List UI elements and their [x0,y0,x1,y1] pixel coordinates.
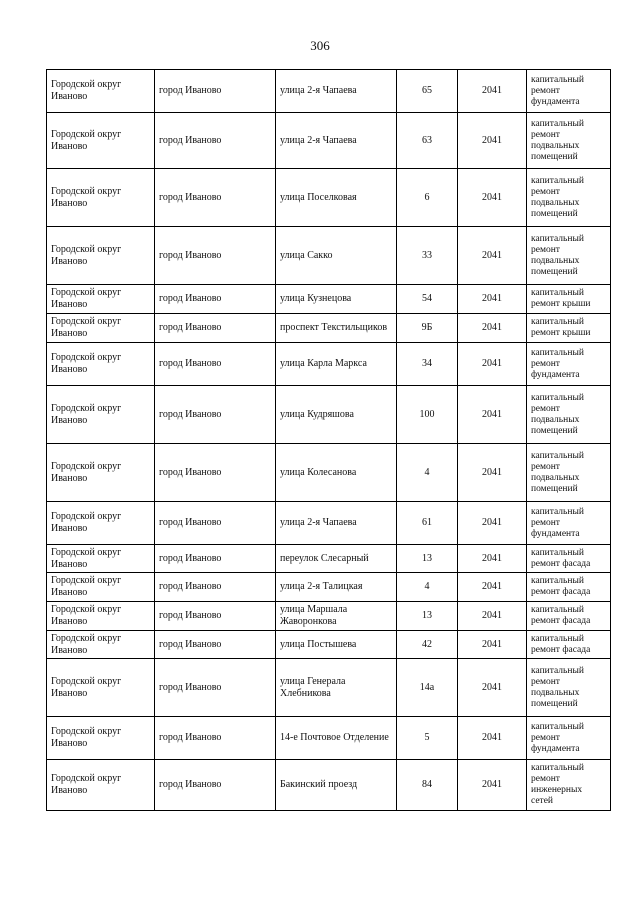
repair-schedule-table [46,69,611,811]
table-row [47,502,611,545]
work-type-cell: капитальный ремонт подвальных помещений [527,659,611,717]
district-cell: Городской округ Иваново [47,386,155,444]
settlement-cell: город Иваново [155,70,276,113]
street-cell: улица Генерала Хлебникова [276,659,397,717]
settlement-cell: город Иваново [155,285,276,314]
table-row [47,113,611,169]
work-type-cell: капитальный ремонт подвальных помещений [527,386,611,444]
table-row [47,717,611,760]
house-number-cell: 34 [397,343,458,386]
settlement-cell: город Иваново [155,545,276,573]
table-row [47,285,611,314]
settlement-cell: город Иваново [155,659,276,717]
house-number-cell: 65 [397,70,458,113]
district-cell: Городской округ Иваново [47,545,155,573]
district-cell: Городской округ Иваново [47,113,155,169]
house-number-cell: 33 [397,227,458,285]
house-number-cell: 42 [397,631,458,659]
table-row [47,760,611,811]
year-cell: 2041 [458,70,527,113]
district-cell: Городской округ Иваново [47,343,155,386]
work-type-cell: капитальный ремонт фундамента [527,70,611,113]
house-number-cell: 6 [397,169,458,227]
table-row [47,631,611,659]
year-cell: 2041 [458,502,527,545]
settlement-cell: город Иваново [155,169,276,227]
street-cell: улица Сакко [276,227,397,285]
work-type-cell: капитальный ремонт фундамента [527,717,611,760]
table-body [47,70,611,811]
table-row [47,386,611,444]
street-cell: Бакинский проезд [276,760,397,811]
settlement-cell: город Иваново [155,386,276,444]
table-row [47,343,611,386]
street-cell: улица Постышева [276,631,397,659]
year-cell: 2041 [458,573,527,602]
table-row [47,227,611,285]
work-type-cell: капитальный ремонт фасада [527,631,611,659]
house-number-cell: 61 [397,502,458,545]
district-cell: Городской округ Иваново [47,285,155,314]
year-cell: 2041 [458,659,527,717]
year-cell: 2041 [458,444,527,502]
house-number-cell: 13 [397,602,458,631]
district-cell: Городской округ Иваново [47,602,155,631]
street-cell: переулок Слесарный [276,545,397,573]
street-cell: улица Поселковая [276,169,397,227]
settlement-cell: город Иваново [155,113,276,169]
table-row [47,314,611,343]
district-cell: Городской округ Иваново [47,502,155,545]
street-cell: улица 2-я Чапаева [276,113,397,169]
work-type-cell: капитальный ремонт фасада [527,545,611,573]
settlement-cell: город Иваново [155,717,276,760]
district-cell: Городской округ Иваново [47,227,155,285]
house-number-cell: 4 [397,444,458,502]
street-cell: улица Карла Маркса [276,343,397,386]
street-cell: улица Колесанова [276,444,397,502]
work-type-cell: капитальный ремонт крыши [527,285,611,314]
work-type-cell: капитальный ремонт фасада [527,573,611,602]
table-row [47,444,611,502]
year-cell: 2041 [458,227,527,285]
work-type-cell: капитальный ремонт фундамента [527,343,611,386]
street-cell: улица 2-я Талицкая [276,573,397,602]
year-cell: 2041 [458,602,527,631]
work-type-cell: капитальный ремонт фасада [527,602,611,631]
settlement-cell: город Иваново [155,227,276,285]
settlement-cell: город Иваново [155,602,276,631]
street-cell: улица Кудряшова [276,386,397,444]
house-number-cell: 84 [397,760,458,811]
table-row [47,70,611,113]
street-cell: улица 2-я Чапаева [276,502,397,545]
district-cell: Городской округ Иваново [47,314,155,343]
district-cell: Городской округ Иваново [47,169,155,227]
district-cell: Городской округ Иваново [47,659,155,717]
work-type-cell: капитальный ремонт подвальных помещений [527,113,611,169]
year-cell: 2041 [458,760,527,811]
house-number-cell: 9Б [397,314,458,343]
table-row [47,573,611,602]
district-cell: Городской округ Иваново [47,717,155,760]
settlement-cell: город Иваново [155,502,276,545]
work-type-cell: капитальный ремонт фундамента [527,502,611,545]
year-cell: 2041 [458,717,527,760]
year-cell: 2041 [458,285,527,314]
house-number-cell: 54 [397,285,458,314]
house-number-cell: 5 [397,717,458,760]
house-number-cell: 100 [397,386,458,444]
street-cell: 14-е Почтовое Отделение [276,717,397,760]
house-number-cell: 63 [397,113,458,169]
year-cell: 2041 [458,113,527,169]
street-cell: улица 2-я Чапаева [276,70,397,113]
district-cell: Городской округ Иваново [47,631,155,659]
work-type-cell: капитальный ремонт подвальных помещений [527,227,611,285]
table-row [47,602,611,631]
page-number: 306 [310,38,330,53]
work-type-cell: капитальный ремонт подвальных помещений [527,169,611,227]
district-cell: Городской округ Иваново [47,444,155,502]
table-row [47,545,611,573]
year-cell: 2041 [458,343,527,386]
year-cell: 2041 [458,545,527,573]
house-number-cell: 13 [397,545,458,573]
house-number-cell: 14а [397,659,458,717]
table-row [47,659,611,717]
settlement-cell: город Иваново [155,631,276,659]
district-cell: Городской округ Иваново [47,573,155,602]
settlement-cell: город Иваново [155,314,276,343]
street-cell: улица Кузнецова [276,285,397,314]
settlement-cell: город Иваново [155,343,276,386]
settlement-cell: город Иваново [155,760,276,811]
year-cell: 2041 [458,631,527,659]
settlement-cell: город Иваново [155,444,276,502]
year-cell: 2041 [458,169,527,227]
street-cell: проспект Текстильщиков [276,314,397,343]
work-type-cell: капитальный ремонт инженерных сетей [527,760,611,811]
district-cell: Городской округ Иваново [47,70,155,113]
year-cell: 2041 [458,314,527,343]
house-number-cell: 4 [397,573,458,602]
settlement-cell: город Иваново [155,573,276,602]
district-cell: Городской округ Иваново [47,760,155,811]
table-row [47,169,611,227]
work-type-cell: капитальный ремонт подвальных помещений [527,444,611,502]
work-type-cell: капитальный ремонт крыши [527,314,611,343]
year-cell: 2041 [458,386,527,444]
street-cell: улица Маршала Жаворонкова [276,602,397,631]
